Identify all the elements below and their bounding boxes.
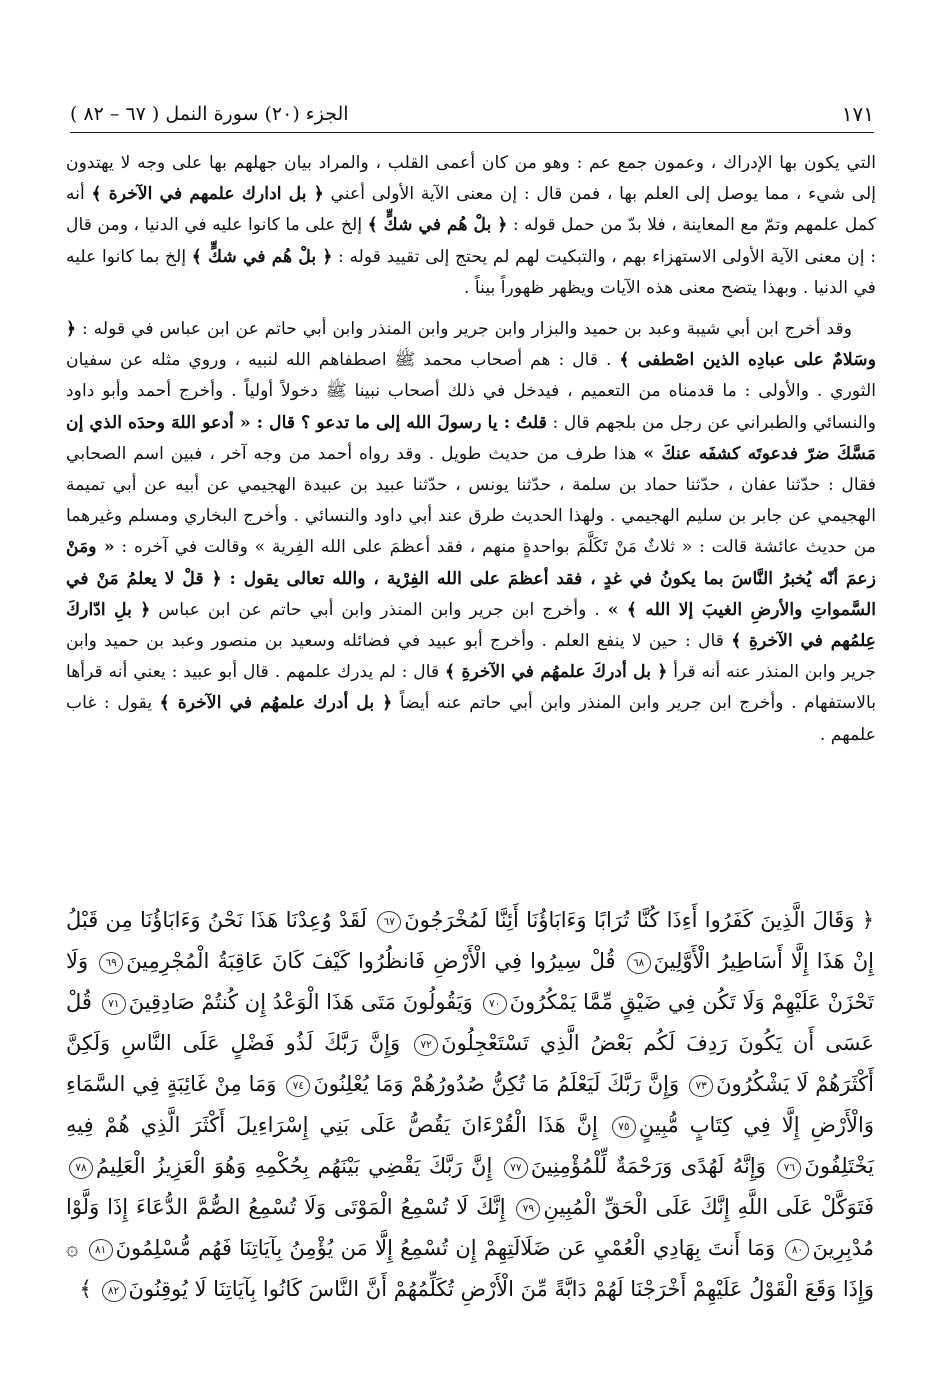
ayah-text: وَلَا تَحْزَنْ عَلَيْهِمْ وَلَا تَكُن فِي ضَيْقٍ مِّمَّا يَمْكُرُونَ	[66, 949, 874, 1014]
ayah-text: وَيَقُولُونَ مَتَى هَذَا الْوَعْدُ إِن كُنتُمْ صَادِقِينَ	[128, 990, 473, 1014]
ayah-text: وَإِنَّهُ لَهُدًى وَرَحْمَةٌ لِّلْمُؤْمِنِينَ	[530, 1154, 766, 1178]
commentary-paragraph-1	[66, 148, 876, 304]
quoted-verse: ﴿ بل أدرك علمهُم في الآخرة ﴾	[159, 693, 393, 714]
ayah-number: ٦٩	[99, 952, 123, 974]
ayah-text: وَمَا مِنْ غَائِبَةٍ فِي السَّمَاءِ وَالْأَرْضِ إِلَّا فِي كِتَابٍ مُّبِينٍ	[66, 1072, 874, 1137]
ayah-text: وَمَا أَنتَ بِهَادِي الْعُمْيِ عَن ضَلَالَتِهِمْ إِن تُسْمِعُ إِلَّا مَن يُؤْمِنُ بِآيَاتِنَا فَهُم مُّسْلِمُونَ	[115, 1236, 776, 1260]
quoted-verse: ﴿ بلْ هُم في شكٍّ ﴾	[367, 215, 508, 236]
ayah-number: ٧٤	[286, 1075, 310, 1097]
text-segment: إلخ على ما كانوا عليه في الدنيا ، ومن قال : إن معنى الآية الأولى الاستهزاء بهم ، والتبكيت لهم لم يحتج إلى تقييد قوله :	[66, 215, 876, 267]
ayah-number: ٧٨	[69, 1157, 93, 1179]
ayah-text: إِنَّ رَبَّكَ يَقْضِي بَيْنَهُم بِحُكْمِهِ وَهُوَ الْعَزِيزُ الْعَلِيمُ	[96, 1154, 493, 1178]
ayah-text: قُلْ سِيرُوا فِي الْأَرْضِ فَانظُرُوا كَيْفَ كَانَ عَاقِبَةُ الْمُجْرِمِينَ	[126, 949, 616, 973]
ayah-number: ٨٠	[785, 1239, 809, 1261]
ayah-text: ۞ وَإِذَا وَقَعَ الْقَوْلُ عَلَيْهِمْ أَخْرَجْنَا لَهُمْ دَابَّةً مِّنَ الْأَرْضِ تُكَلِّمُهُمْ أَنَّ النَّاسَ كَانُوا بِآيَاتِنَا لَا يُوقِنُونَ	[66, 1236, 874, 1301]
ayah-text: وَقَالَ الَّذِينَ كَفَرُوا أَءِذَا كُنَّا تُرَابًا وَءَابَاؤُنَا أَئِنَّا لَمُخْرَجُونَ	[404, 908, 855, 932]
quoted-verse: ﴿ بلِ ادّاركَ عِلمُهم في الآخرةِ ﴾	[66, 599, 877, 652]
ayah-number: ٧٠	[483, 993, 507, 1015]
text-segment: يقول : غاب علمهم .	[66, 693, 876, 745]
close-bracket: ﴾	[79, 1277, 92, 1301]
commentary-paragraph-2	[66, 314, 876, 751]
ayah-text: لَقَدْ وُعِدْنَا هَذَا نَحْنُ وَءَابَاؤُنَا مِن قَبْلُ إِنْ هَذَا إِلَّا أَسَاطِيرُ الْأَوَّلِينَ	[66, 908, 874, 973]
ayah-text: إِنَّكَ لَا تُسْمِعُ الْمَوْتَى وَلَا تُسْمِعُ الصُّمَّ الدُّعَاءَ إِذَا وَلَّوْا مُدْبِرِينَ	[66, 1195, 874, 1260]
text-segment: أنه كمل علمهم وتمّ مع المعاينة ، فلا بدّ من حمل قوله :	[66, 184, 876, 236]
quoted-verse: ﴿ بل ادارك علمهم في الآخرة ﴾	[91, 184, 324, 205]
quran-verses	[66, 900, 874, 1310]
text-segment: التي يكون بها الإدراك ، وعمون جمع عم : وهو من كان أعمى القلب ، والمراد بيان جهلهم بها على وجه لا يهتدون إلى شيء ، مما يوصل إلى العلم بها ، فمن قال : إن معنى الآية الأولى أعني	[66, 153, 876, 205]
ayah-number: ٦٧	[377, 911, 401, 933]
quoted-verse: ﴿ وسَلامٌ على عبادِه الذين اصْطفى ﴾	[66, 319, 876, 371]
quoted-hadith: « ومَنْ زعمَ أنّه يُخبرُ النَّاسَ بما يكونُ في غدٍ ، فقد أعظمَ على الله الفِرْية ، والله تعالى يقول : ﴿ قلْ لا يعلمُ مَنْ في السَّمواتِ والأرضِ الغيبَ إلا الله ﴾ »	[66, 537, 876, 620]
ayah-text: فَتَوَكَّلْ عَلَى اللَّهِ إِنَّكَ عَلَى الْحَقِّ الْمُبِينِ	[543, 1195, 874, 1219]
text-segment: قال : لم يدرك علمهم . قال أبو عبيد : يعني أنه قرأها بالاستفهام . وأخرج ابن جرير وابن المنذر وابن أبي حاتم عنه أيضاً	[66, 662, 877, 714]
text-segment: . وأخرج ابن جرير وابن المنذر وابن أبي حاتم عن ابن عباس	[150, 599, 600, 620]
ayah-number: ٧٥	[612, 1116, 636, 1138]
open-bracket: ﴿	[861, 908, 874, 932]
quoted-verse: ﴿ بلْ هُم في شكٍّ ﴾	[191, 246, 333, 267]
text-segment: قال : حين لا ينفع العلم . وأخرج أبو عبيد في فضائله وسعيد بن منصور وعبد بن حميد وابن جرير وابن المنذر عنه أنه قرأ	[66, 631, 877, 683]
quoted-verse: ﴿ بل أدركَ علمهُم في الآخرةِ ﴾	[445, 662, 668, 683]
ayah-text: وَإِنَّ رَبَّكَ لَذُو فَضْلٍ عَلَى النَّاسِ وَلَكِنَّ أَكْثَرَهُمْ لَا يَشْكُرُونَ	[66, 1031, 875, 1096]
ayah-number: ٨١	[89, 1239, 113, 1261]
commentary-text	[66, 148, 876, 751]
quoted-hadith: قلتُ : يا رسولَ الله إلى ما تدعو ؟ قال : « أدعو اللهَ وحدَه الذي إن مَسَّكَ ضرّ فدعوتَه كشفَه عنكَ »	[66, 412, 876, 464]
page-number: ١٧١	[841, 102, 874, 126]
ayah-number: ٧٣	[689, 1075, 713, 1097]
ayah-number: ٧٦	[777, 1157, 801, 1179]
ayah-text: وَإِنَّ رَبَّكَ لَيَعْلَمُ مَا تُكِنُّ صُدُورُهُمْ وَمَا يُعْلِنُونَ	[313, 1072, 680, 1096]
text-segment: هذا طرف من حديث طويل . وقد رواه أحمد من وجه آخر ، فبين اسم الصحابي فقال : حدّثنا عفان ، حدّثنا حماد بن سلمة ، حدّثنا يونس ، حدّثنا عبيد بن عبيدة الهجيمي عن أبيه عن أبي تميمة الهجيمي عن جابر بن سليم الهجيمي . ولهذا الحديث طرق عند أبي داود والنسائي . وأخرج البخاري ومسلم وغيرهما من حديث عائشة قالت : « ثلاثٌ مَنْ تَكَلَّمَ بواحدةٍ منهم ، فقد أعظمَ على الله الفِرية » وقالت في آخره :	[66, 443, 876, 558]
ayah-number: ٦٨	[627, 952, 651, 974]
ayah-number: ٧٧	[504, 1157, 528, 1179]
ayah-number: ٧٩	[516, 1198, 540, 1220]
ayah-text: قُلْ عَسَى أَن يَكُونَ رَدِفَ لَكُم بَعْضُ الَّذِي تَسْتَعْجِلُونَ	[66, 990, 874, 1055]
ayah-number: ٧٢	[414, 1034, 438, 1056]
ayah-number: ٧١	[102, 993, 126, 1015]
ayah-text: إِنَّ هَذَا الْقُرْءَانَ يَقُصُّ عَلَى بَنِي إِسْرَاءِيلَ أَكْثَرَ الَّذِي هُمْ فِيهِ يَخْتَلِفُونَ	[66, 1113, 874, 1178]
chapter-title: الجزء (٢٠) سورة النمل ( ٦٧ – ٨٢ )	[70, 103, 349, 125]
text-segment: وقد أخرج ابن أبي شيبة وعبد بن حميد والبزار وابن جرير وابن المنذر وابن أبي حاتم عن ابن عباس في قوله :	[76, 319, 852, 340]
text-segment: إلخ بما كانوا عليه في الدنيا . وبهذا يتضح معنى هذه الآيات ويظهر ظهوراً بيناً .	[66, 246, 876, 298]
text-segment: . قال : هم أصحاب محمد ﷺ اصطفاهم الله لنبيه ، وروي مثله عن سفيان الثوري . والأولى : ما قدمناه من التعميم ، فيدخل في ذلك أصحاب نبينا ﷺ دخولاً أولياً . وأخرج أحمد وأبو داود والنسائي والطبراني عن رجل من بلجهم قال :	[66, 350, 876, 433]
page-header	[70, 96, 874, 133]
ayah-number: ٨٢	[102, 1280, 126, 1302]
